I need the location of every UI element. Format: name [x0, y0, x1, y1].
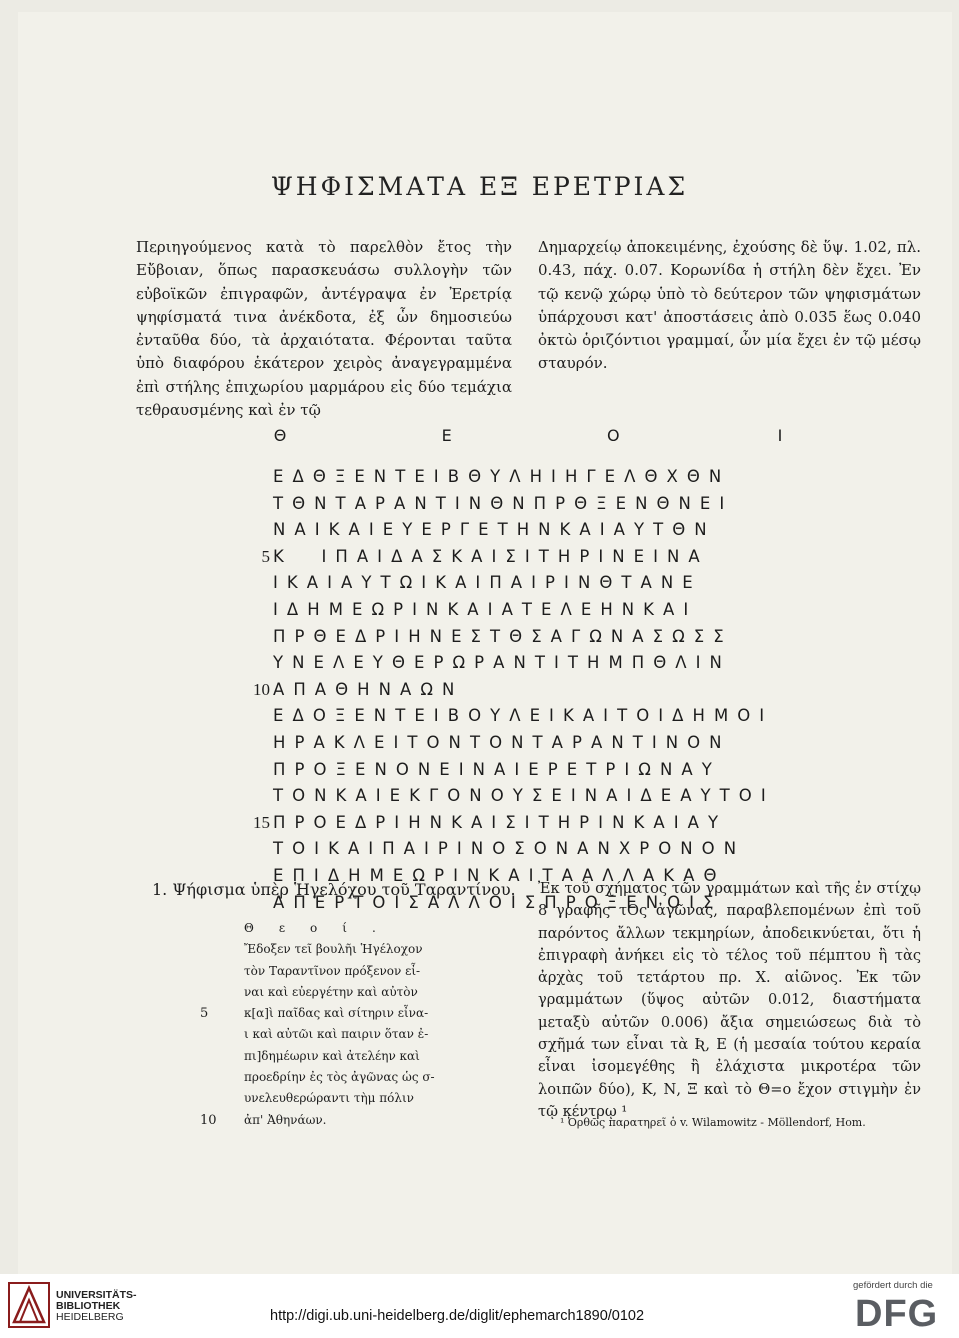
- inscription-line-text: ΗΡΑΚΛΕΙΤΟΝΤΟΝΤΑΡΑΝΤΙΝΟΝ: [273, 732, 731, 752]
- inscription-line-text: ΙΚΑΙΑΥΤΩΙΚΑΙΠΑΙΡΙΝΘΤΑΝΕ: [273, 573, 702, 593]
- transcription-line: [200, 1024, 500, 1045]
- inscription-heading-letter: Θ: [273, 426, 287, 445]
- inscription-line-text: ΑΠΑΘΗΝΑΩΝ: [273, 679, 464, 699]
- transcription-line-text: κ[α]ὶ παῖδας καὶ σίτηριν εἶνα-: [244, 1006, 429, 1021]
- inscription-line-text: ΕΠΙΔΗΜΕΩΡΙΝΚΑΙΤΑΑΛΛΑΚΑΘ: [273, 865, 726, 885]
- inscription-heading-letter: Ε: [441, 426, 452, 445]
- intro-left-column: Περιηγούμενος κατὰ τὸ παρελθὸν ἔτος τὴν Εὔβοιαν, ὅπως παρασκευάσω συλλογὴν τῶν εὐβοϊκῶν ἐπιγραφῶν, ἀντέγραψα ἐν Ἐρετρίᾳ ψηφίσματά τινα ἀνέκδοτα, ἐξ ὧν δημοσιεύω ἐνταῦθα δύο, τὰ ἀρχαιότατα. Φέρονται ταῦτα ὑπὸ διαφόρου ἑκάτερον χειρὸς ἀναγεγραμμένα ἐπὶ στήλης ἐπιχωρίου μαρμάρου εἰς δύο τεμάχια τεθραυσμένης καὶ ἐν τῷ: [136, 238, 512, 420]
- inscription-line: [240, 467, 860, 494]
- transcription-line-text: Ἔδοξεν τεῖ βουλῆι Ἡγέλοχον: [244, 942, 423, 957]
- transcription-line: [200, 961, 500, 982]
- inscription-line: [240, 547, 860, 574]
- inscription-line: [240, 733, 860, 760]
- inscription-heading-letter: Ι: [777, 426, 783, 445]
- inscription-line: [240, 680, 860, 707]
- ub-name-line: BIBLIOTHEK: [56, 1300, 121, 1312]
- transcription-line-text: Θεοί.: [244, 921, 401, 935]
- inscription-line-text: ΤΘΝΤΑΡΑΝΤΙΝΘΝΠΡΘΞΕΝΘΝΕΙ: [273, 493, 734, 513]
- footer-bar: [0, 1274, 959, 1338]
- section-heading: 1. Ψήφισμα ὑπὲρ Ἡγελόχου τοῦ Ταραντίνου.: [152, 880, 516, 899]
- inscription-line-text: ΠΡΟΕΔΡΙΗΝΚΑΙΣΙΤΗΡΙΝΚΑΙΑΥ: [273, 812, 728, 832]
- inscription-line: [240, 813, 860, 840]
- dfg-logo: DFG: [855, 1293, 939, 1335]
- line-number: 5: [200, 1006, 209, 1022]
- inscription-heading: [270, 426, 790, 445]
- line-number: 10: [253, 679, 270, 699]
- inscription-line-text: ΤΟΝΚΑΙΕΚΓΟΝΟΥΣΕΙΝΑΙΔΕΑΥΤΟΙ: [273, 786, 775, 806]
- commentary-text: Ἐκ τοῦ σχήματος τῶν γραμμάτων καὶ τῆς ἐν στίχῳ 8 γραφῆς τΟς ἀγῶνας, παραβλεπομένων ἐπὶ τοῦ παρόντος ἄλλων τεκμηρίων, ἀποδεικνύεται, ὅτι ἡ ἐπιγραφὴ ἀνήκει εἰς τὸ τέλος τοῦ πέμπτου ἢ τὰς ἀρχὰς τοῦ τετάρτου πρ. Χ. αἰῶνος. Ἐκ τῶν γραμμάτων (ὕψος αὐτῶν 0.012, διαστήματα μεταξὺ αὐτῶν 0.006) ἄξια σημειώσεως διὰ τὸ σχῆμά των εἶναι τὰ Ʀ, Ε (ἡ μεσαία τούτου κεραία εἶναι ἰσομεγέθης ἢ ἐλάχιστα μικροτέρα τῶν λοιπῶν δύο), Κ, Ν, Ξ καὶ τὸ Θ=ο ἔχον στιγμὴν ἐν τῷ κέντρῳ ¹: [538, 880, 921, 1120]
- inscription-line: [240, 839, 860, 866]
- transcription-line-text: τὸν Ταραντῖνον πρόξενον εἶ-: [244, 963, 421, 978]
- inscription-line: [240, 786, 860, 813]
- inscription-line: [240, 573, 860, 600]
- transcription-line: [200, 982, 500, 1003]
- intro-right-column: Δημαρχείῳ ἀποκειμένης, ἐχούσης δὲ ὕψ. 1.02, πλ. 0.43, πάχ. 0.07. Κορωνίδα ἡ στήλη δὲν ἔχει. Ἐν τῷ κενῷ χώρῳ ὑπὸ τὸ δεύτερον τῶν ψηφισμάτων ὑπάρχουσι κατ' ἀποστάσεις ἀπὸ 0.035 ἕως 0.040 ὀκτὼ ὁριζόντιοι γραμμαί, ὧν μία ἔχει ἐν τῷ μέσῳ σταυρόν.: [538, 238, 921, 373]
- inscription-line-text: ΥΝΕΛΕΥΘΕΡΩΡΑΝΤΙΤΗΜΠΘΛΙΝ: [273, 653, 731, 673]
- inscription-line-text: ΤΟΙΚΑΙΠΑΙΡΙΝΟΣΟΝΑΝΧΡΟΝΟΝ: [273, 839, 746, 859]
- ub-name-line: UNIVERSITÄTS-: [56, 1289, 137, 1301]
- transcription-line: [200, 1088, 500, 1109]
- inscription-line-text: ΙΔΗΜΕΩΡΙΝΚΑΙΑΤΕΛΕΗΝΚΑΙ: [273, 599, 698, 619]
- inscription-line-text: ΠΡΟΞΕΝΟΝΕΙΝΑΙΕΡΕΤΡΙΩΝΑΥ: [273, 759, 721, 779]
- transcription-line-text: ναι καὶ εὐεργέτην καὶ αὐτὸν: [244, 984, 418, 999]
- transcription-line: [200, 918, 500, 939]
- transcription-line-text: υνελευθερώραντι τὴμ πόλιν: [244, 1091, 414, 1106]
- funding-note: gefördert durch die: [853, 1280, 933, 1291]
- ub-name-line: HEIDELBERG: [56, 1311, 124, 1323]
- footnote: ¹ Ὀρθῶς παρατηρεῖ ὁ v. Wilamowitz - Möllendorf, Hom.: [560, 1116, 866, 1129]
- inscription-line-text: ΕΔΘΞΕΝΤΕΙΒΘΥΛΗΙΗΓΕΛΘΧΘΝ: [273, 467, 731, 486]
- transcription-line-text: ι καὶ αὐτῶι καὶ παιριν ὅταν ἐ-: [244, 1027, 429, 1042]
- inscription-majuscule-text: [240, 467, 860, 919]
- transcription-line: [200, 1046, 500, 1067]
- inscription-transcription: [200, 918, 500, 1131]
- transcription-line: [200, 1067, 500, 1088]
- transcription-line-text: πι]δημέωριν καὶ ἀτελέην καὶ: [244, 1048, 420, 1063]
- inscription-line: [240, 653, 860, 680]
- transcription-line: [200, 939, 500, 960]
- transcription-line-text: ἀπ' Ἀθηνάων.: [244, 1112, 327, 1127]
- source-url-link[interactable]: http://digi.ub.uni-heidelberg.de/diglit/ephemarch1890/0102: [270, 1308, 645, 1324]
- transcription-line: [200, 1003, 500, 1024]
- inscription-line-text: ΠΡΘΕΔΡΙΗΝΕΣΤΘΣΑΓΩΝΑΣΩΣΣ: [273, 626, 733, 646]
- inscription-line: [240, 494, 860, 521]
- university-library-logo-icon: [8, 1282, 50, 1328]
- inscription-line: [240, 627, 860, 654]
- inscription-line-text: ΕΔΟΞΕΝΤΕΙΒΟΥΛΕΙΚΑΙΤΟΙΔΗΜΟΙ: [273, 706, 774, 726]
- inscription-line-text: ΑΠΕΡΤΟΙΣΑΛΛΟΙΣΠΡΟΞΕΝΟΙΣ: [273, 892, 723, 912]
- inscription-line: [240, 520, 860, 547]
- line-number: 5: [261, 546, 270, 566]
- inscription-line-text: Κ ΙΠΑΙΔΑΣΚΑΙΣΙΤΗΡΙΝΕΙΝΑ: [273, 546, 709, 566]
- inscription-line-text: ΝΑΙΚΑΙΕΥΕΡΓΕΤΗΝΚΑΙΑΥΤΘΝ: [273, 520, 716, 540]
- inscription-line: [240, 600, 860, 627]
- inscription-heading-letter: Ο: [607, 426, 620, 445]
- page-title: ΨΗΦΙΣΜΑΤΑ ΕΞ ΕΡΕΤΡΙΑΣ: [270, 172, 689, 201]
- transcription-line-text: προεδρίην ἐς τὸς ἀγῶνας ὡς σ-: [244, 1070, 435, 1085]
- university-library-name: [56, 1290, 137, 1323]
- inscription-line: [240, 706, 860, 733]
- line-number: 15: [253, 812, 270, 832]
- inscription-line: [240, 760, 860, 787]
- transcription-line: [200, 1110, 500, 1131]
- line-number: 10: [200, 1112, 217, 1128]
